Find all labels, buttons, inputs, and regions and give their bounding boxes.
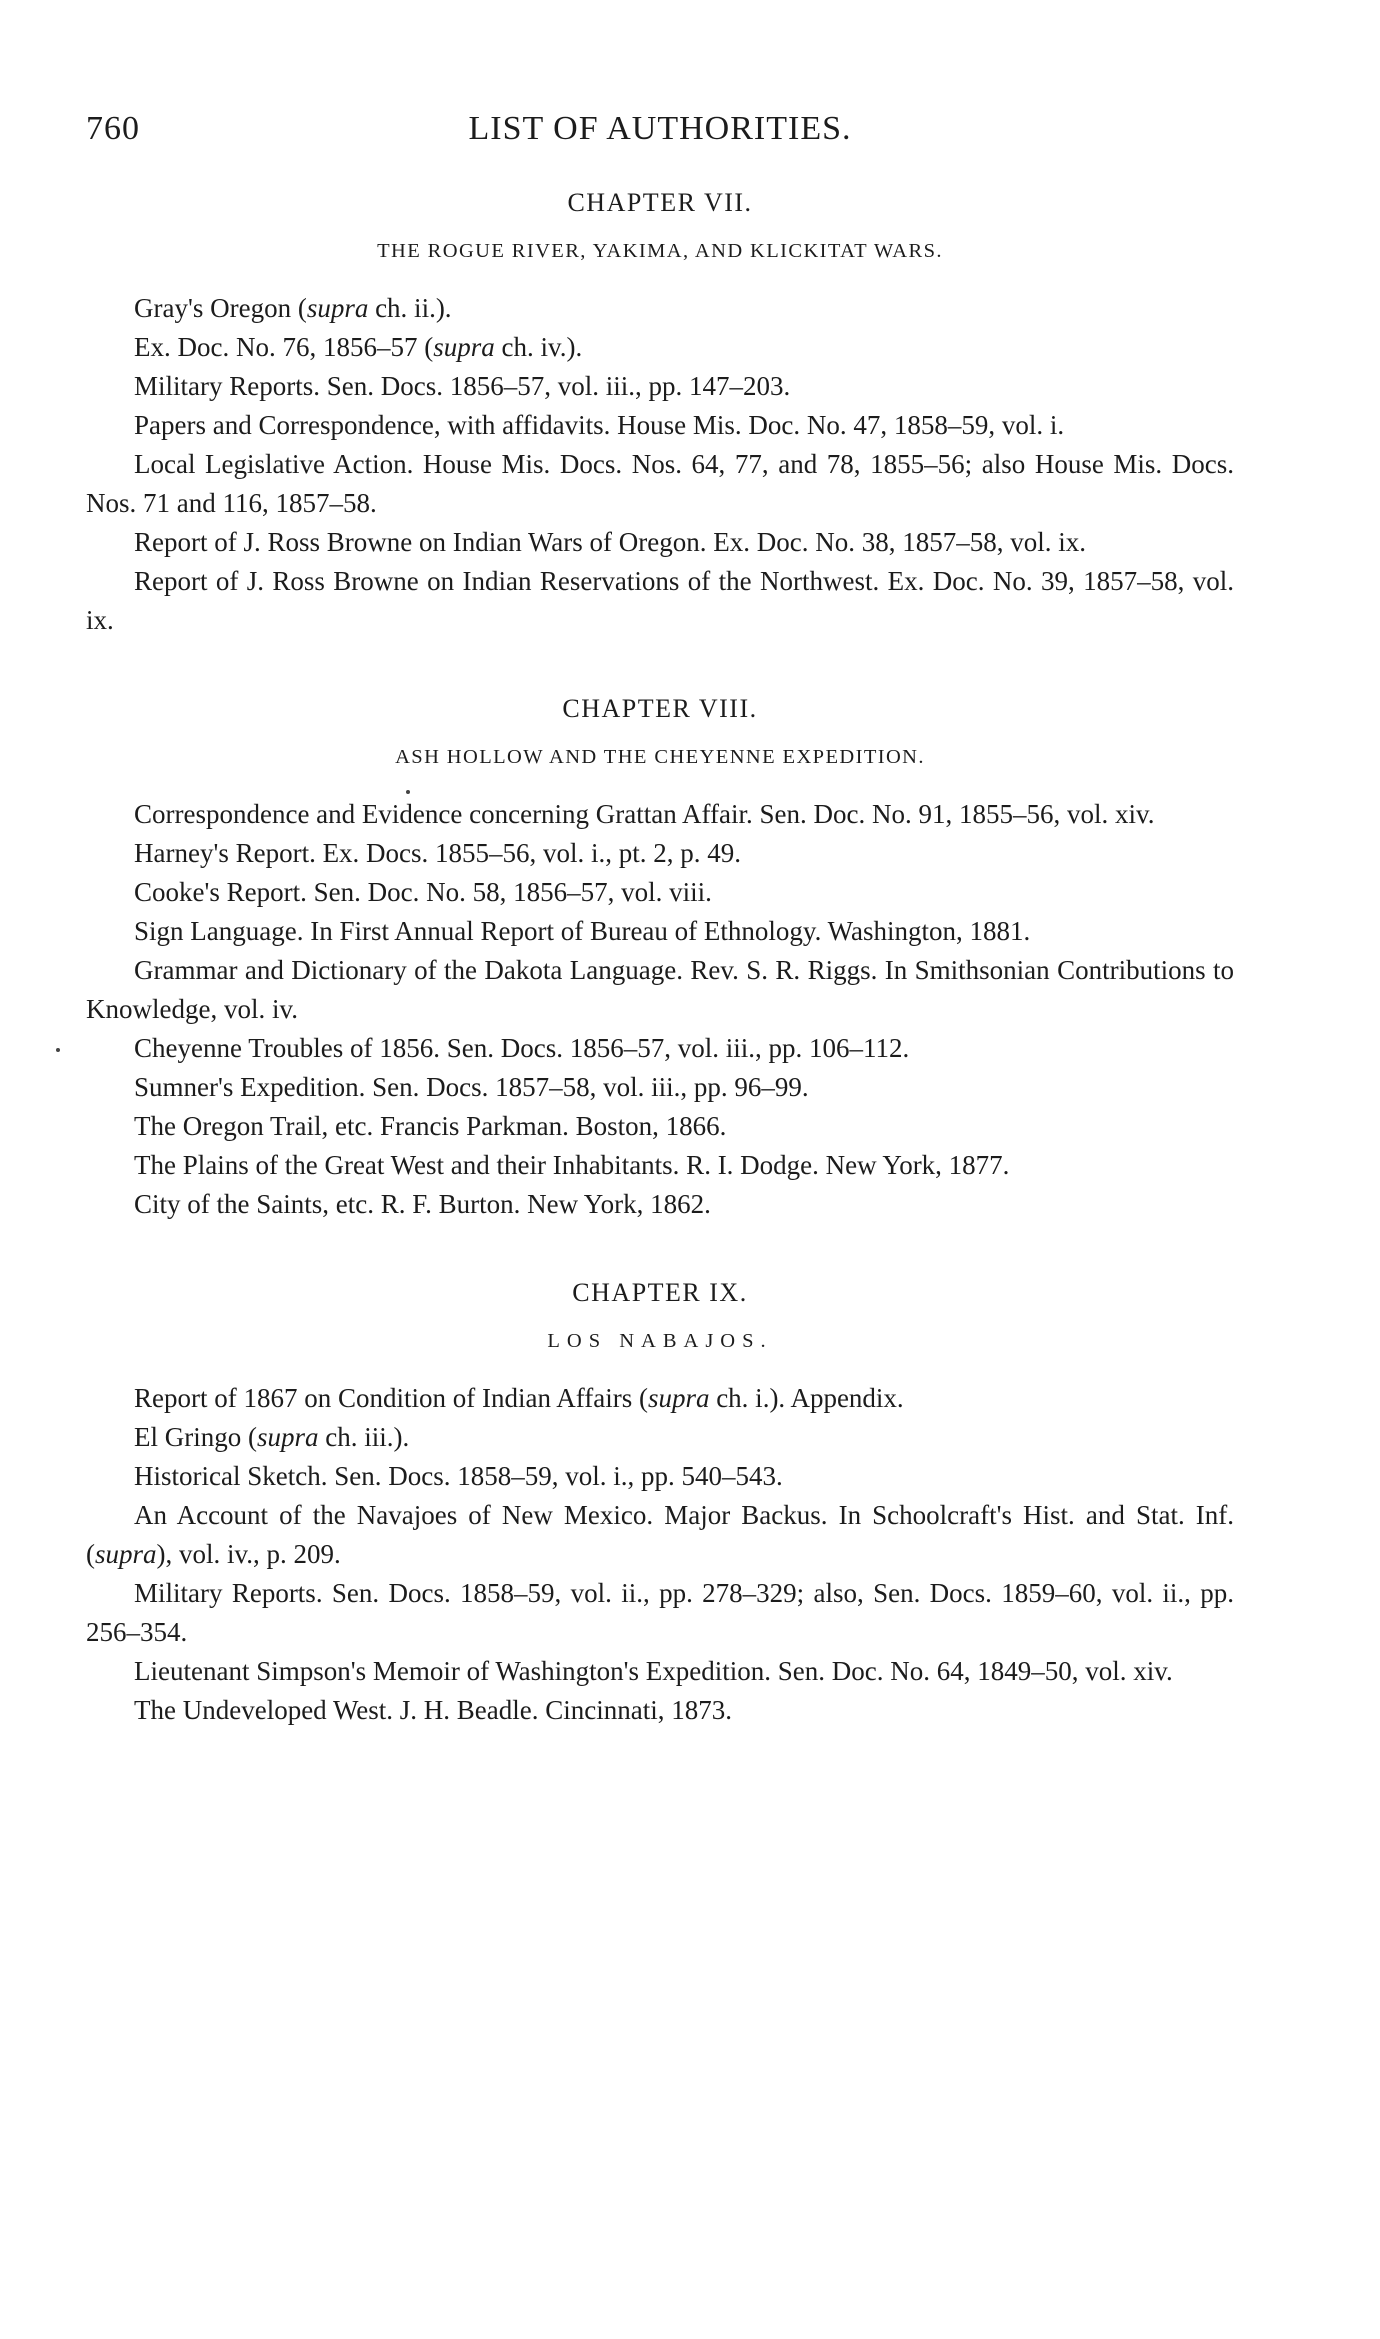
entry-text: Military Reports. Sen. Docs. 1856–57, vol. iii., pp. 147–203. — [134, 371, 791, 401]
running-title: LIST OF AUTHORITIES. — [468, 110, 852, 147]
entry-text: Military Reports. Sen. Docs. 1858–59, vol. ii., pp. 278–329; also, Sen. Docs. 1859–60, vol. ii., pp. 256–354. — [86, 1578, 1234, 1647]
entry-text: The Plains of the Great West and their Inhabitants. R. I. Dodge. New York, 1877. — [134, 1150, 1010, 1180]
entry-italic: supra — [433, 332, 495, 362]
page-number: 760 — [86, 110, 140, 147]
authority-entry — [86, 328, 1234, 367]
entry-text: Historical Sketch. Sen. Docs. 1858–59, vol. i., pp. 540–543. — [134, 1461, 783, 1491]
document-page — [86, 110, 1234, 1784]
entry-italic: supra — [306, 293, 369, 323]
entry-text: Grammar and Dictionary of the Dakota Language. Rev. S. R. Riggs. In Smithsonian Contributions to Knowledge, vol. iv. — [86, 955, 1234, 1024]
entry-italic: supra — [256, 1422, 319, 1452]
authority-entry — [86, 1496, 1234, 1574]
chapter-heading: CHAPTER VIII. — [562, 694, 758, 723]
chapter-section — [86, 188, 1234, 640]
chapter-subtitle: THE ROGUE RIVER, YAKIMA, AND KLICKITAT WARS. — [377, 240, 943, 262]
entry-text-tail: ch. iii.). — [318, 1422, 410, 1452]
entry-text: Ex. Doc. No. 76, 1856–57 ( — [134, 332, 434, 362]
entry-italic: supra — [95, 1539, 157, 1569]
entry-italic: supra — [647, 1383, 710, 1413]
authority-entry — [86, 795, 1234, 834]
authority-entry — [86, 1185, 1234, 1224]
authority-entry — [86, 1029, 1234, 1068]
entry-text: Lieutenant Simpson's Memoir of Washington's Expedition. Sen. Doc. No. 64, 1849–50, vol. xiv. — [134, 1656, 1173, 1686]
authority-entry — [86, 1068, 1234, 1107]
chapter-subtitle: LOS NABAJOS. — [547, 1330, 773, 1352]
entry-text-tail: ), vol. iv., p. 209. — [156, 1539, 341, 1569]
stray-mark — [56, 1048, 60, 1052]
authority-entry — [86, 1574, 1234, 1652]
entry-text: Report of 1867 on Condition of Indian Affairs ( — [134, 1383, 648, 1413]
authority-entry — [86, 445, 1234, 523]
entry-text: Report of J. Ross Browne on Indian Wars of Oregon. Ex. Doc. No. 38, 1857–58, vol. ix. — [134, 527, 1086, 557]
entry-text: Cooke's Report. Sen. Doc. No. 58, 1856–57, vol. viii. — [134, 877, 712, 907]
entry-text: Harney's Report. Ex. Docs. 1855–56, vol. i., pt. 2, p. 49. — [134, 838, 742, 868]
authority-entry — [86, 1146, 1234, 1185]
entry-text-tail: ch. iv.). — [494, 332, 583, 362]
chapter-section — [86, 1278, 1234, 1730]
chapter-section — [86, 694, 1234, 1224]
authority-entry — [86, 1652, 1234, 1691]
entry-text: El Gringo ( — [134, 1422, 257, 1452]
chapters-container — [86, 188, 1234, 1730]
entry-text: The Undeveloped West. J. H. Beadle. Cincinnati, 1873. — [134, 1695, 732, 1725]
stray-mark — [406, 790, 410, 794]
chapter-heading: CHAPTER IX. — [572, 1278, 748, 1307]
chapter-subtitle: ASH HOLLOW AND THE CHEYENNE EXPEDITION. — [395, 746, 925, 768]
authority-entry — [86, 289, 1234, 328]
authority-entry — [86, 523, 1234, 562]
entry-text-tail: ch. i.). Appendix. — [709, 1383, 904, 1413]
entry-text: Gray's Oregon ( — [134, 293, 307, 323]
authority-entry — [86, 951, 1234, 1029]
authority-entry — [86, 367, 1234, 406]
entry-text: An Account of the Navajoes of New Mexico. Major Backus. In Schoolcraft's Hist. and Stat. Inf. ( — [86, 1500, 1234, 1569]
chapter-heading: CHAPTER VII. — [567, 188, 753, 217]
authority-entry — [86, 562, 1234, 640]
authority-entry — [86, 1107, 1234, 1146]
authority-entry — [86, 406, 1234, 445]
running-head — [86, 110, 1234, 160]
entry-text: Report of J. Ross Browne on Indian Reservations of the Northwest. Ex. Doc. No. 39, 1857–58, vol. ix. — [86, 566, 1234, 635]
entry-text: Sign Language. In First Annual Report of Bureau of Ethnology. Washington, 1881. — [134, 916, 1031, 946]
entry-text: Local Legislative Action. House Mis. Docs. Nos. 64, 77, and 78, 1855–56; also House Mis. Docs. Nos. 71 and 116, 1857–58. — [86, 449, 1234, 518]
authority-entry — [86, 834, 1234, 873]
entry-text: Papers and Correspondence, with affidavits. House Mis. Doc. No. 47, 1858–59, vol. i. — [134, 410, 1065, 440]
entry-text: Cheyenne Troubles of 1856. Sen. Docs. 1856–57, vol. iii., pp. 106–112. — [134, 1033, 910, 1063]
entry-text-tail: ch. ii.). — [368, 293, 452, 323]
authority-entry — [86, 1379, 1234, 1418]
authority-entry — [86, 912, 1234, 951]
authority-entry — [86, 1418, 1234, 1457]
authority-entry — [86, 1691, 1234, 1730]
authority-entry — [86, 873, 1234, 912]
entry-text: Sumner's Expedition. Sen. Docs. 1857–58, vol. iii., pp. 96–99. — [134, 1072, 809, 1102]
entry-text: City of the Saints, etc. R. F. Burton. New York, 1862. — [134, 1189, 711, 1219]
entry-text: The Oregon Trail, etc. Francis Parkman. Boston, 1866. — [134, 1111, 727, 1141]
authority-entry — [86, 1457, 1234, 1496]
entry-text: Correspondence and Evidence concerning Grattan Affair. Sen. Doc. No. 91, 1855–56, vol. xiv. — [134, 799, 1155, 829]
